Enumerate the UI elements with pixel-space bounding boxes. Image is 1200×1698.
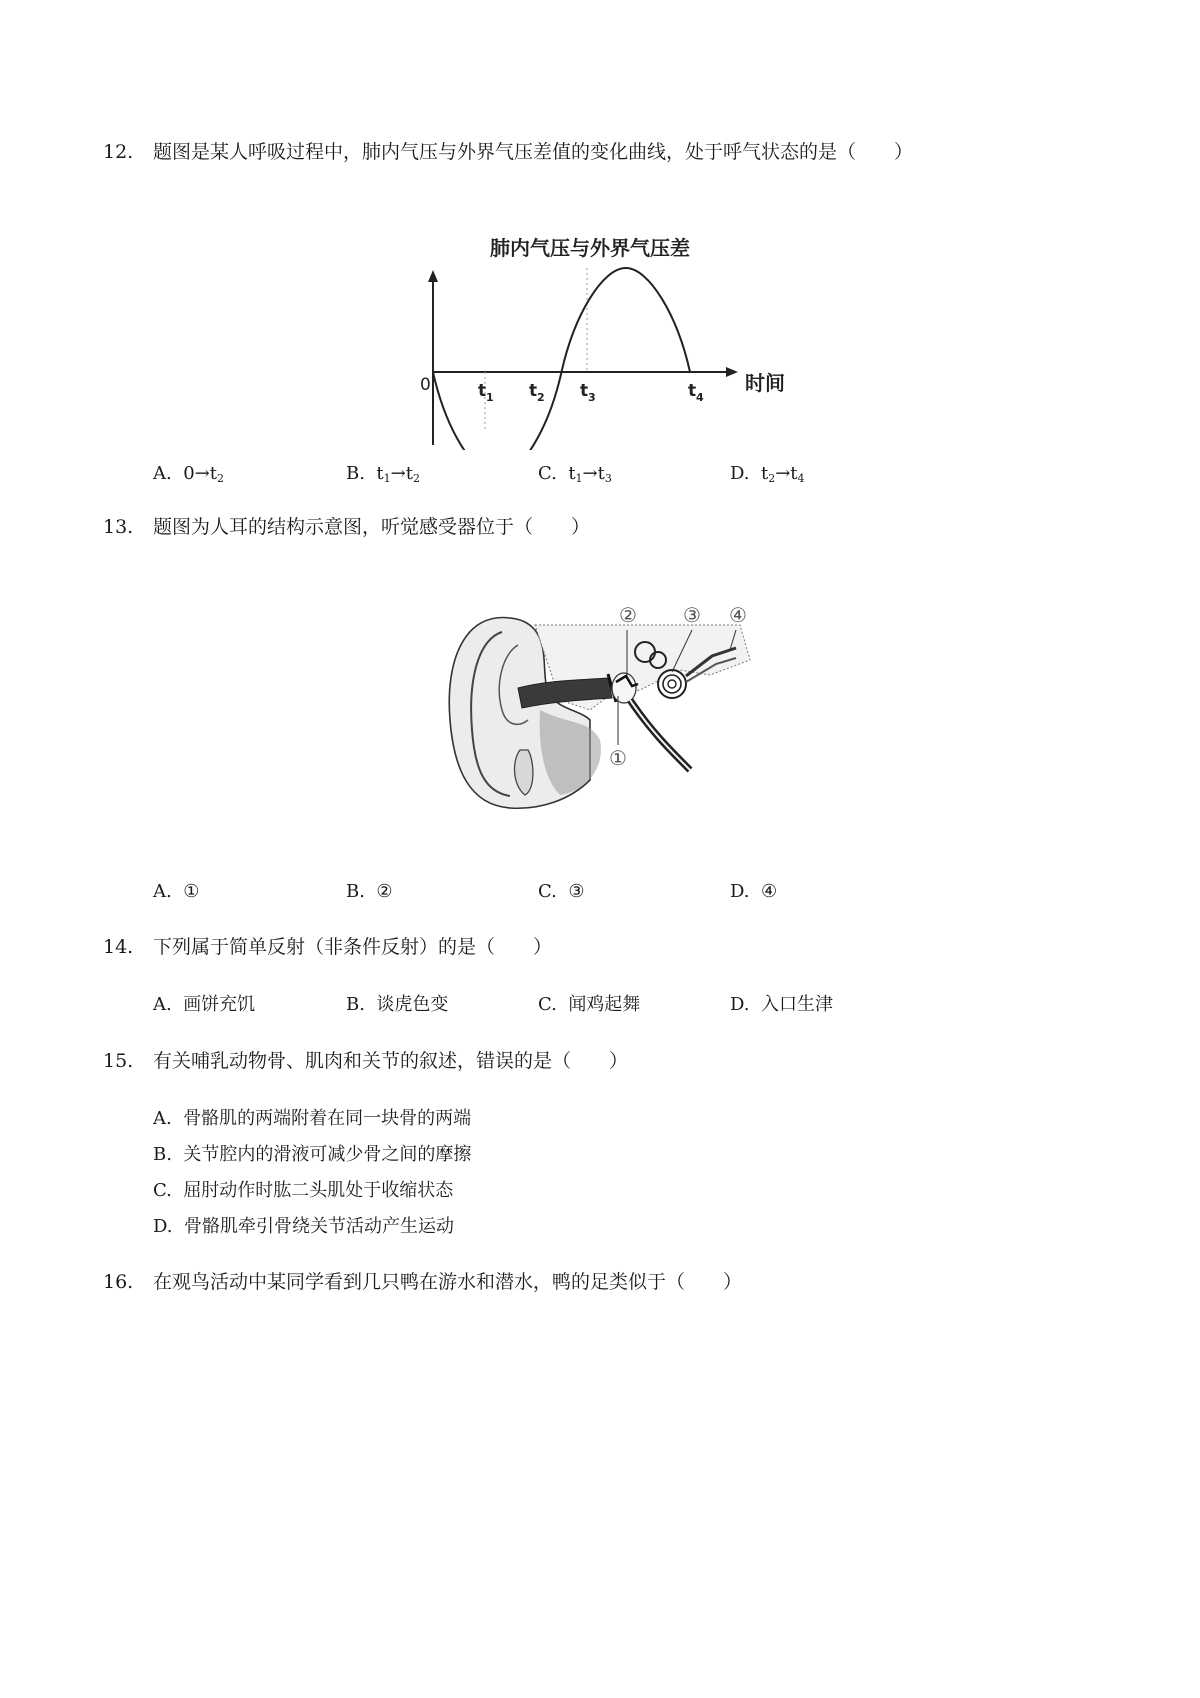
ear-label-2: ②: [619, 603, 637, 627]
ear-label-3: ③: [683, 603, 701, 627]
svg-text:t: t: [529, 381, 538, 401]
t3-label: [580, 381, 596, 404]
q12-option-b[interactable]: B. $t_1\to t_2$: [346, 463, 420, 485]
q16-number: 16.: [103, 1271, 134, 1293]
q14-text: 下列属于简单反射（非条件反射）的是（ ）: [153, 936, 553, 958]
t4-label: [688, 381, 704, 404]
option-letter: C.: [538, 463, 557, 484]
y-axis-arrow: [428, 270, 438, 282]
q16-text: 在观鸟活动中某同学看到几只鸭在游水和潜水，鸭的足类似于（ ）: [153, 1271, 743, 1293]
svg-text:4: 4: [696, 391, 704, 404]
eustachian-tube: [630, 700, 690, 770]
t1-label: [478, 381, 494, 404]
q14-option-b[interactable]: B. 谈虎色变: [346, 994, 449, 1015]
q14-option-d[interactable]: D. 入口生津: [730, 994, 833, 1015]
q14-option-a[interactable]: A. 画饼充饥: [153, 994, 256, 1015]
ear-label-4: ④: [729, 603, 747, 627]
option-letter: D.: [730, 463, 750, 484]
q12-option-a[interactable]: A. $0\to t_2$: [153, 463, 224, 485]
q15-text: 有关哺乳动物骨、肌肉和关节的叙述，错误的是（ ）: [153, 1050, 629, 1072]
svg-text:3: 3: [588, 391, 596, 404]
ear-label-1: ①: [609, 746, 627, 770]
svg-text:t: t: [478, 381, 487, 401]
q12-text: 题图是某人呼吸过程中，肺内气压与外界气压差值的变化曲线，处于呼气状态的是（ ）: [153, 141, 914, 163]
q15-option-d[interactable]: D. 骨骼肌牵引骨绕关节活动产生运动: [153, 1216, 454, 1237]
svg-text:t: t: [688, 381, 697, 401]
q15-option-c[interactable]: C. 屈肘动作时肱二头肌处于收缩状态: [153, 1180, 454, 1201]
t1-sub: 1: [486, 391, 494, 404]
q12-number: 12.: [103, 141, 134, 163]
q14-option-c[interactable]: C. 闻鸡起舞: [538, 994, 641, 1015]
q12-option-c[interactable]: C. $t_1\to t_3$: [538, 463, 612, 485]
t2-label: [529, 381, 545, 404]
svg-text:t: t: [580, 381, 589, 401]
q15-number: 15.: [103, 1050, 134, 1072]
x-unit-label: 时间: [745, 371, 785, 395]
q13-text: 题图为人耳的结构示意图，听觉感受器位于（ ）: [153, 516, 591, 538]
cochlea: [658, 670, 686, 698]
q15-option-b[interactable]: B. 关节腔内的滑液可减少骨之间的摩擦: [153, 1144, 472, 1165]
q13-number: 13.: [103, 516, 134, 538]
q15-option-a[interactable]: A. 骨骼肌的两端附着在同一块骨的两端: [153, 1108, 472, 1129]
q13-option-d[interactable]: D. ④: [730, 881, 778, 902]
pressure-chart: [390, 230, 820, 450]
chart-title: 肺内气压与外界气压差: [490, 236, 690, 260]
option-letter: B.: [346, 463, 365, 484]
svg-text:2: 2: [537, 391, 545, 404]
ear-structure-figure: [440, 600, 770, 820]
pressure-curve: [433, 268, 690, 450]
q13-option-c[interactable]: C. ③: [538, 881, 585, 902]
option-letter: A.: [153, 463, 172, 484]
x-axis-arrow: [726, 367, 738, 377]
q14-number: 14.: [103, 936, 134, 958]
q13-option-b[interactable]: B. ②: [346, 881, 393, 902]
q13-option-a[interactable]: A. ①: [153, 881, 200, 902]
origin-label: 0: [420, 375, 431, 395]
q12-option-d[interactable]: D. $t_2\to t_4$: [730, 463, 805, 485]
